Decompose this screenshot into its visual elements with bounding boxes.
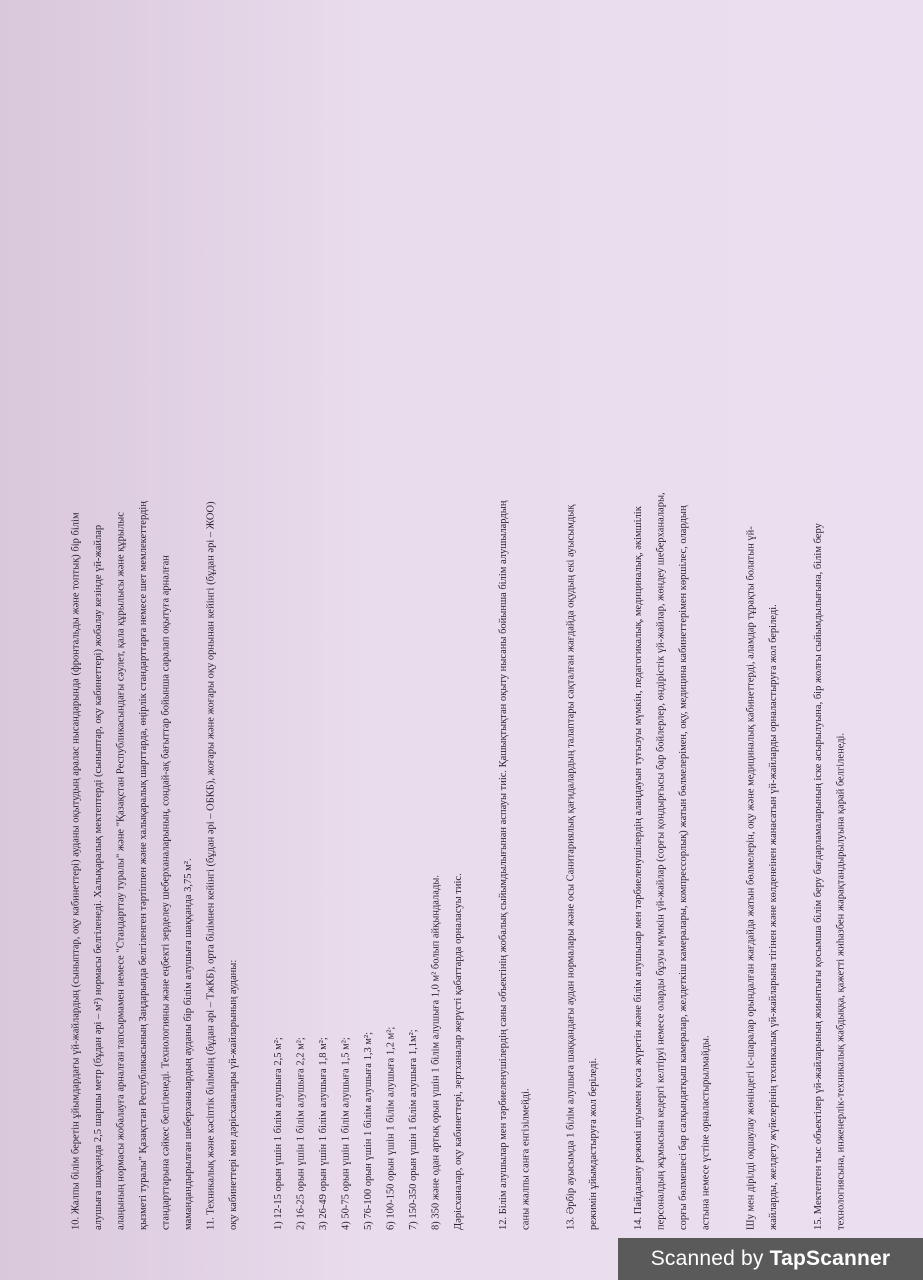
document-line: стандарттарына сәйкес белгіленеді. Технологияны және еңбекті зерделеу шеберханаларының, сондай-ақ бағыттар бойынша саралап оқытуға арналған [160,555,172,1230]
document-line: 6) 100-150 орын үшін 1 білім алушыға 1,2 м²; [385,1026,397,1230]
document-line: 10. Жалпы білім беретін ұйымдардағы үй-жайлардың (сыныптар, оқу кабинеттері) ауданы оқытудың аралас нысандарында (фронтальды және топтық) бір білім [70,512,82,1230]
document-line: 12. Білім алушылар мен тәрбиеленушілердің саны объектінің жобалық сыйымдылығынан аспауы тиіс. Қашықтықтан оқыту нысаны бойынша білім алушылардың [498,500,509,1230]
document-line: 2) 16-25 орын үшін 1 білім алушыға 2,2 м²; [295,1037,307,1230]
document-line: оқу кабинеттері мен дәрісханалары үй-жайларының ауданы: [228,959,239,1230]
document-line: қызметі туралы" Қазақстан Республикасының Заңдарында белгіленген тәртіппен және халықаралық шарттарда, өңірлік стандарттарға немесе шет мемлекеттердің [138,501,149,1230]
document-line: сорғы бөлмешесі бар салқындатқыш камералар, желдеткіш камералары, компрессорлық) жатын бөлмелерімен, оқу, медицина кабинеттерімен көршілес, олардың [678,505,689,1230]
rotated-document-text [60,40,880,1230]
scanner-brand: TapScanner [769,1247,891,1270]
document-line: 4) 50-75 орын үшін 1 білім алушыға 1,5 м²; [340,1037,352,1230]
document-line: жайларды, желдету жүйелерінің техникалық үй-жайларына тігінен және көлденеінен жанасатын үй-жайларды орналастыруға жол беріледі. [768,604,779,1230]
document-line: Дәрісханалар, оқу кабинеттері, зертханалар жерүсті қабаттарда орналасуы тиіс. [453,873,464,1230]
document-line: Шу мен дірілді оқшаулау жөніндегі іс-шаралар орындалған жағдайда жатын бөлмелерін, оқу және медициналық кабинеттерді, аламдар тұрақты болатын үй- [745,526,757,1230]
document-line: технологиясына, инженерлік-техникалық жабдыққа, қажетті жиһазбен жарақтандырылуына қарай белгіленеді. [835,732,847,1230]
document-line: 15. Мектептен тыс объектілер үй-жайларының жиынтығы қосымша білім беру бағдарламаларының іске асырылуына, бір жолғы сыйымдылығына, білім беру [813,523,824,1230]
document-line: алаңының нормасы жобалауға арналған тапсырмамен немесе "Стандарттау туралы" және "Қазақстан Республикасындағы сәулет, қала құрылысы және құрылыс [115,512,127,1230]
document-line: 11. Техникалық және кәсіптік білімнің (бұдан әрі – ТжКБ), орта білімнен кейінгі (бұдан әрі – ОБКБ), жоғары және жоғары оқу орнынан кейінгі (бұдан әрі – ЖОО) [205,501,217,1230]
scanner-prefix: Scanned by [650,1247,764,1270]
document-line: 13. Әрбір ауысымда 1 білім алушыға шаққандағы аудан нормалары және осы Санитариялық қағидалардың талаптары сақталған жағдайда оқудың екі ауысымдық [565,504,577,1230]
document-line: 14. Пайдалану режимі шуымен қоса жүретін және білім алушылар мен тәрбиеленушілердің алаңдауын туғызуы мүмкін, педагогикалық, медициналық, әкімшілік [633,506,644,1230]
document-line: астына немесе үстіне орналастырылмайды. [700,1035,712,1230]
document-line: мамандандырылған шеберханалардың ауданы бір білім алушыға шаққанда 3,75 м². [183,858,194,1230]
document-line: 8) 350 және одан артық орын үшін 1 білім алушыға 1,0 м² болып айқындалады. [430,875,442,1230]
document-line: режимін ұйымдастыруға жол беріледі. [588,1057,599,1230]
document-line: 1) 12-15 орын үшін 1 білім алушыға 2,5 м²; [273,1037,284,1230]
document-line: персоналдың жұмысына кедергі келтіруі немесе оларды бұзуы мүмкін үй-жайлар (сорғы қондырғысы бар бойлерлер, өндірістік үй-жайлар, жөндеу шеберханалары, [655,492,667,1230]
document-line: саны жалпы санға енгізілмейді. [520,1088,532,1230]
document-line: 5) 76-100 орын үшін 1 білім алушыға 1,3 м²; [363,1031,374,1230]
document-line: алушыға шаққанда 2,5 шаршы метр (бұдан әрі – м²) нормасы белгіленеді. Халықаралық мектептерді (сыныптар, оқу кабинеттері) жобалау кезінде үй-жайлар [93,524,104,1230]
scanner-watermark-badge [618,1238,923,1280]
document-line: 3) 26-49 орын үшін 1 білім алушыға 1,8 м²; [318,1037,329,1230]
document-line: 7) 150-350 орын үшін 1 білім алушыға 1,1м²; [408,1029,419,1230]
